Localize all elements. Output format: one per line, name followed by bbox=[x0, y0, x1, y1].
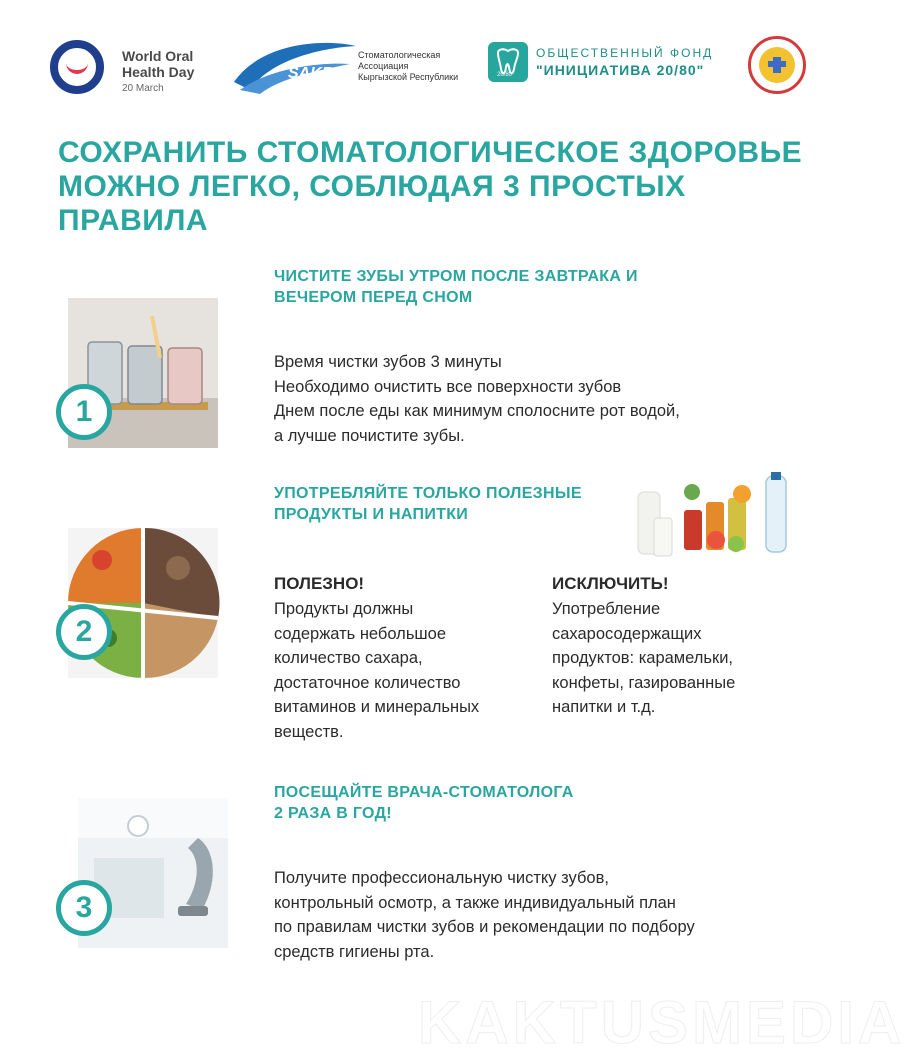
good-body-line2: содержать небольшое bbox=[274, 624, 447, 643]
sakr-line3: Кыргызской Республики bbox=[358, 72, 459, 82]
main-title bbox=[58, 136, 818, 238]
rule1-body-line3: Днем после еды как минимум сполосните рот водой, bbox=[274, 402, 680, 420]
bad-body-line4: конфеты, газированные bbox=[552, 673, 736, 692]
init-line1: ОБЩЕСТВЕННЫЙ ФОНД bbox=[536, 46, 714, 60]
rule1-body-line2: Необходимо очистить все поверхности зубов bbox=[274, 377, 622, 396]
watermark: KAKTUSMEDIA bbox=[418, 989, 905, 1056]
sakr-line2: Ассоциация bbox=[358, 61, 409, 71]
good-title: ПОЛЕЗНО! bbox=[274, 574, 365, 593]
rule3-heading bbox=[274, 782, 574, 824]
sakr-line1: Стоматологическая bbox=[358, 50, 441, 60]
rule1-heading bbox=[274, 266, 638, 308]
wod-line1: World Oral bbox=[122, 48, 194, 64]
init-badge: 20/80 bbox=[497, 72, 513, 78]
good-body-line4: достаточное количество bbox=[274, 673, 461, 692]
init-line2: "ИНИЦИАТИВА 20/80" bbox=[536, 62, 705, 78]
good-body bbox=[274, 597, 479, 744]
bad-body-line5: напитки и т.д. bbox=[552, 698, 656, 716]
main-title-line2: МОЖНО ЛЕГКО, СОБЛЮДАЯ 3 ПРОСТЫХ ПРАВИЛА bbox=[58, 170, 686, 237]
rule3-heading-line1: ПОСЕЩАЙТЕ ВРАЧА-СТОМАТОЛОГА bbox=[274, 784, 574, 801]
rule1-heading-line1: ЧИСТИТЕ ЗУБЫ УТРОМ ПОСЛЕ ЗАВТРАКА И bbox=[274, 268, 638, 285]
initiative-2080-logo bbox=[488, 42, 728, 92]
bad-body-line1: Употребление bbox=[552, 600, 661, 618]
bad-body-line3: продуктов: карамельки, bbox=[552, 649, 734, 667]
good-body-line6: веществ. bbox=[274, 722, 344, 741]
wod-line3: 20 March bbox=[122, 83, 164, 94]
rule3-body bbox=[274, 866, 695, 964]
good-body-line1: Продукты должны bbox=[274, 600, 414, 618]
rule3-body-line3: по правилам чистки зубов и рекомендации по подбору bbox=[274, 918, 695, 936]
sakr-abbr: SAKR bbox=[288, 65, 334, 82]
healthy-drinks-icon bbox=[632, 472, 804, 562]
bad-body bbox=[552, 597, 735, 720]
rule3-body-line2: контрольный осмотр, а также индивидуальный план bbox=[274, 893, 676, 912]
world-oral-health-day-logo bbox=[48, 38, 228, 98]
sakr-swoosh-icon bbox=[230, 38, 360, 98]
main-title-line1: СОХРАНИТЬ СТОМАТОЛОГИЧЕСКОЕ ЗДОРОВЬЕ bbox=[58, 136, 803, 169]
partner-logos bbox=[48, 36, 808, 100]
wod-line2: Health Day bbox=[122, 64, 195, 80]
good-body-line5: витаминов и минеральных bbox=[274, 698, 480, 716]
rule-number-3: 3 bbox=[56, 880, 112, 936]
ministry-emblem-icon bbox=[748, 36, 806, 94]
rule3-body-line4: средств гигиены рта. bbox=[274, 942, 435, 961]
tooth-icon bbox=[488, 42, 528, 82]
bad-title: ИСКЛЮЧИТЬ! bbox=[552, 574, 669, 593]
rule-number-2: 2 bbox=[56, 604, 112, 660]
rule1-heading-line2: ВЕЧЕРОМ ПЕРЕД СНОМ bbox=[274, 289, 473, 306]
rule2-heading bbox=[274, 483, 582, 525]
rule3-heading-line2: 2 РАЗА В ГОД! bbox=[274, 805, 392, 822]
good-body-line3: количество сахара, bbox=[274, 649, 423, 667]
rule3-body-line1: Получите профессиональную чистку зубов, bbox=[274, 869, 609, 887]
rule2-heading-line1: УПОТРЕБЛЯЙТЕ ТОЛЬКО ПОЛЕЗНЫЕ bbox=[274, 485, 582, 502]
bad-body-line2: сахаросодержащих bbox=[552, 624, 702, 643]
sakr-logo bbox=[230, 38, 480, 98]
rule1-body bbox=[274, 350, 680, 448]
rule1-body-line4: а лучше почистите зубы. bbox=[274, 426, 465, 445]
rule2-heading-line2: ПРОДУКТЫ И НАПИТКИ bbox=[274, 506, 469, 523]
rule1-body-line1: Время чистки зубов 3 минуты bbox=[274, 353, 502, 371]
rule-number-1: 1 bbox=[56, 384, 112, 440]
